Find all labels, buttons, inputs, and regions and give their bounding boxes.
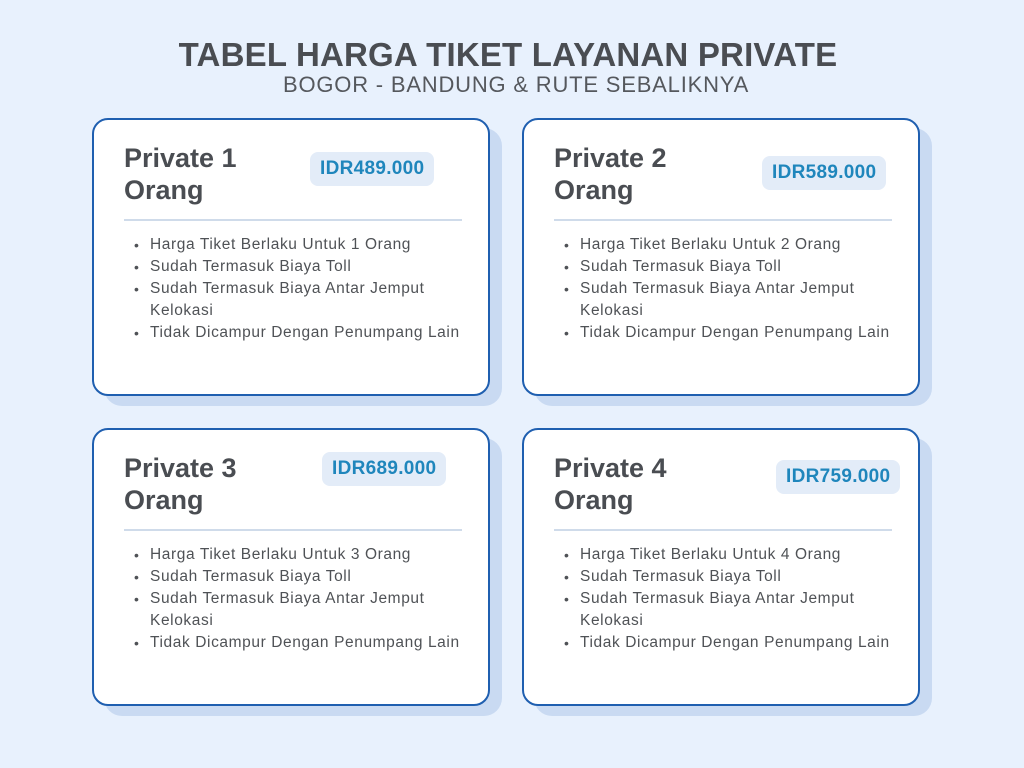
card-title: Private 4 Orang bbox=[554, 453, 667, 515]
card-divider bbox=[124, 219, 462, 221]
bullet-icon: • bbox=[564, 325, 570, 341]
pricing-card-private-4 bbox=[522, 428, 920, 706]
feature-item: • Sudah Termasuk Biaya Antar Jemput Kelokasi bbox=[134, 590, 425, 629]
card-title: Private 2 Orang bbox=[554, 143, 667, 205]
bullet-icon: • bbox=[134, 569, 140, 585]
card-body bbox=[92, 118, 490, 396]
feature-list bbox=[554, 234, 894, 344]
feature-item: • Tidak Dicampur Dengan Penumpang Lain bbox=[554, 322, 894, 344]
feature-item: • Sudah Termasuk Biaya Antar Jemput Kelokasi bbox=[564, 590, 855, 629]
pricing-card-private-2 bbox=[522, 118, 920, 396]
feature-item: • Sudah Termasuk Biaya Toll bbox=[124, 256, 464, 278]
pricing-card-private-1 bbox=[92, 118, 490, 396]
bullet-icon: • bbox=[564, 281, 570, 297]
feature-item: • Sudah Termasuk Biaya Toll bbox=[124, 566, 464, 588]
feature-item: • Tidak Dicampur Dengan Penumpang Lain bbox=[554, 632, 894, 654]
feature-item: • Sudah Termasuk Biaya Antar Jemput Kelokasi bbox=[564, 280, 855, 319]
price-badge: IDR759.000 bbox=[776, 460, 900, 494]
bullet-icon: • bbox=[134, 237, 140, 253]
feature-item: • Sudah Termasuk Biaya Antar Jemput Kelokasi bbox=[134, 280, 425, 319]
feature-item: • Tidak Dicampur Dengan Penumpang Lain bbox=[124, 632, 464, 654]
bullet-icon: • bbox=[564, 591, 570, 607]
bullet-icon: • bbox=[134, 635, 140, 651]
feature-item: • Sudah Termasuk Biaya Toll bbox=[554, 256, 894, 278]
price-badge: IDR489.000 bbox=[310, 152, 434, 186]
bullet-icon: • bbox=[134, 547, 140, 563]
bullet-icon: • bbox=[134, 281, 140, 297]
feature-list bbox=[554, 544, 894, 654]
feature-item: • Harga Tiket Berlaku Untuk 2 Orang bbox=[554, 234, 894, 256]
feature-item: • Harga Tiket Berlaku Untuk 4 Orang bbox=[554, 544, 894, 566]
card-body bbox=[92, 428, 490, 706]
page-title: TABEL HARGA TIKET LAYANAN PRIVATE bbox=[178, 36, 838, 73]
price-badge: IDR589.000 bbox=[762, 156, 886, 190]
bullet-icon: • bbox=[564, 547, 570, 563]
feature-list bbox=[124, 234, 464, 344]
pricing-card-private-3 bbox=[92, 428, 490, 706]
bullet-icon: • bbox=[564, 237, 570, 253]
bullet-icon: • bbox=[564, 569, 570, 585]
bullet-icon: • bbox=[564, 259, 570, 275]
page-subtitle: BOGOR - BANDUNG & RUTE SEBALIKNYA bbox=[283, 72, 750, 97]
card-body bbox=[522, 118, 920, 396]
feature-list bbox=[124, 544, 464, 654]
bullet-icon: • bbox=[134, 259, 140, 275]
bullet-icon: • bbox=[564, 635, 570, 651]
feature-item: • Sudah Termasuk Biaya Toll bbox=[554, 566, 894, 588]
bullet-icon: • bbox=[134, 325, 140, 341]
feature-item: • Tidak Dicampur Dengan Penumpang Lain bbox=[124, 322, 464, 344]
card-divider bbox=[554, 219, 892, 221]
feature-item: • Harga Tiket Berlaku Untuk 3 Orang bbox=[124, 544, 464, 566]
card-title: Private 1 Orang bbox=[124, 143, 237, 205]
card-divider bbox=[554, 529, 892, 531]
bullet-icon: • bbox=[134, 591, 140, 607]
card-body bbox=[522, 428, 920, 706]
card-divider bbox=[124, 529, 462, 531]
feature-item: • Harga Tiket Berlaku Untuk 1 Orang bbox=[124, 234, 464, 256]
price-badge: IDR689.000 bbox=[322, 452, 446, 486]
card-title: Private 3 Orang bbox=[124, 453, 237, 515]
